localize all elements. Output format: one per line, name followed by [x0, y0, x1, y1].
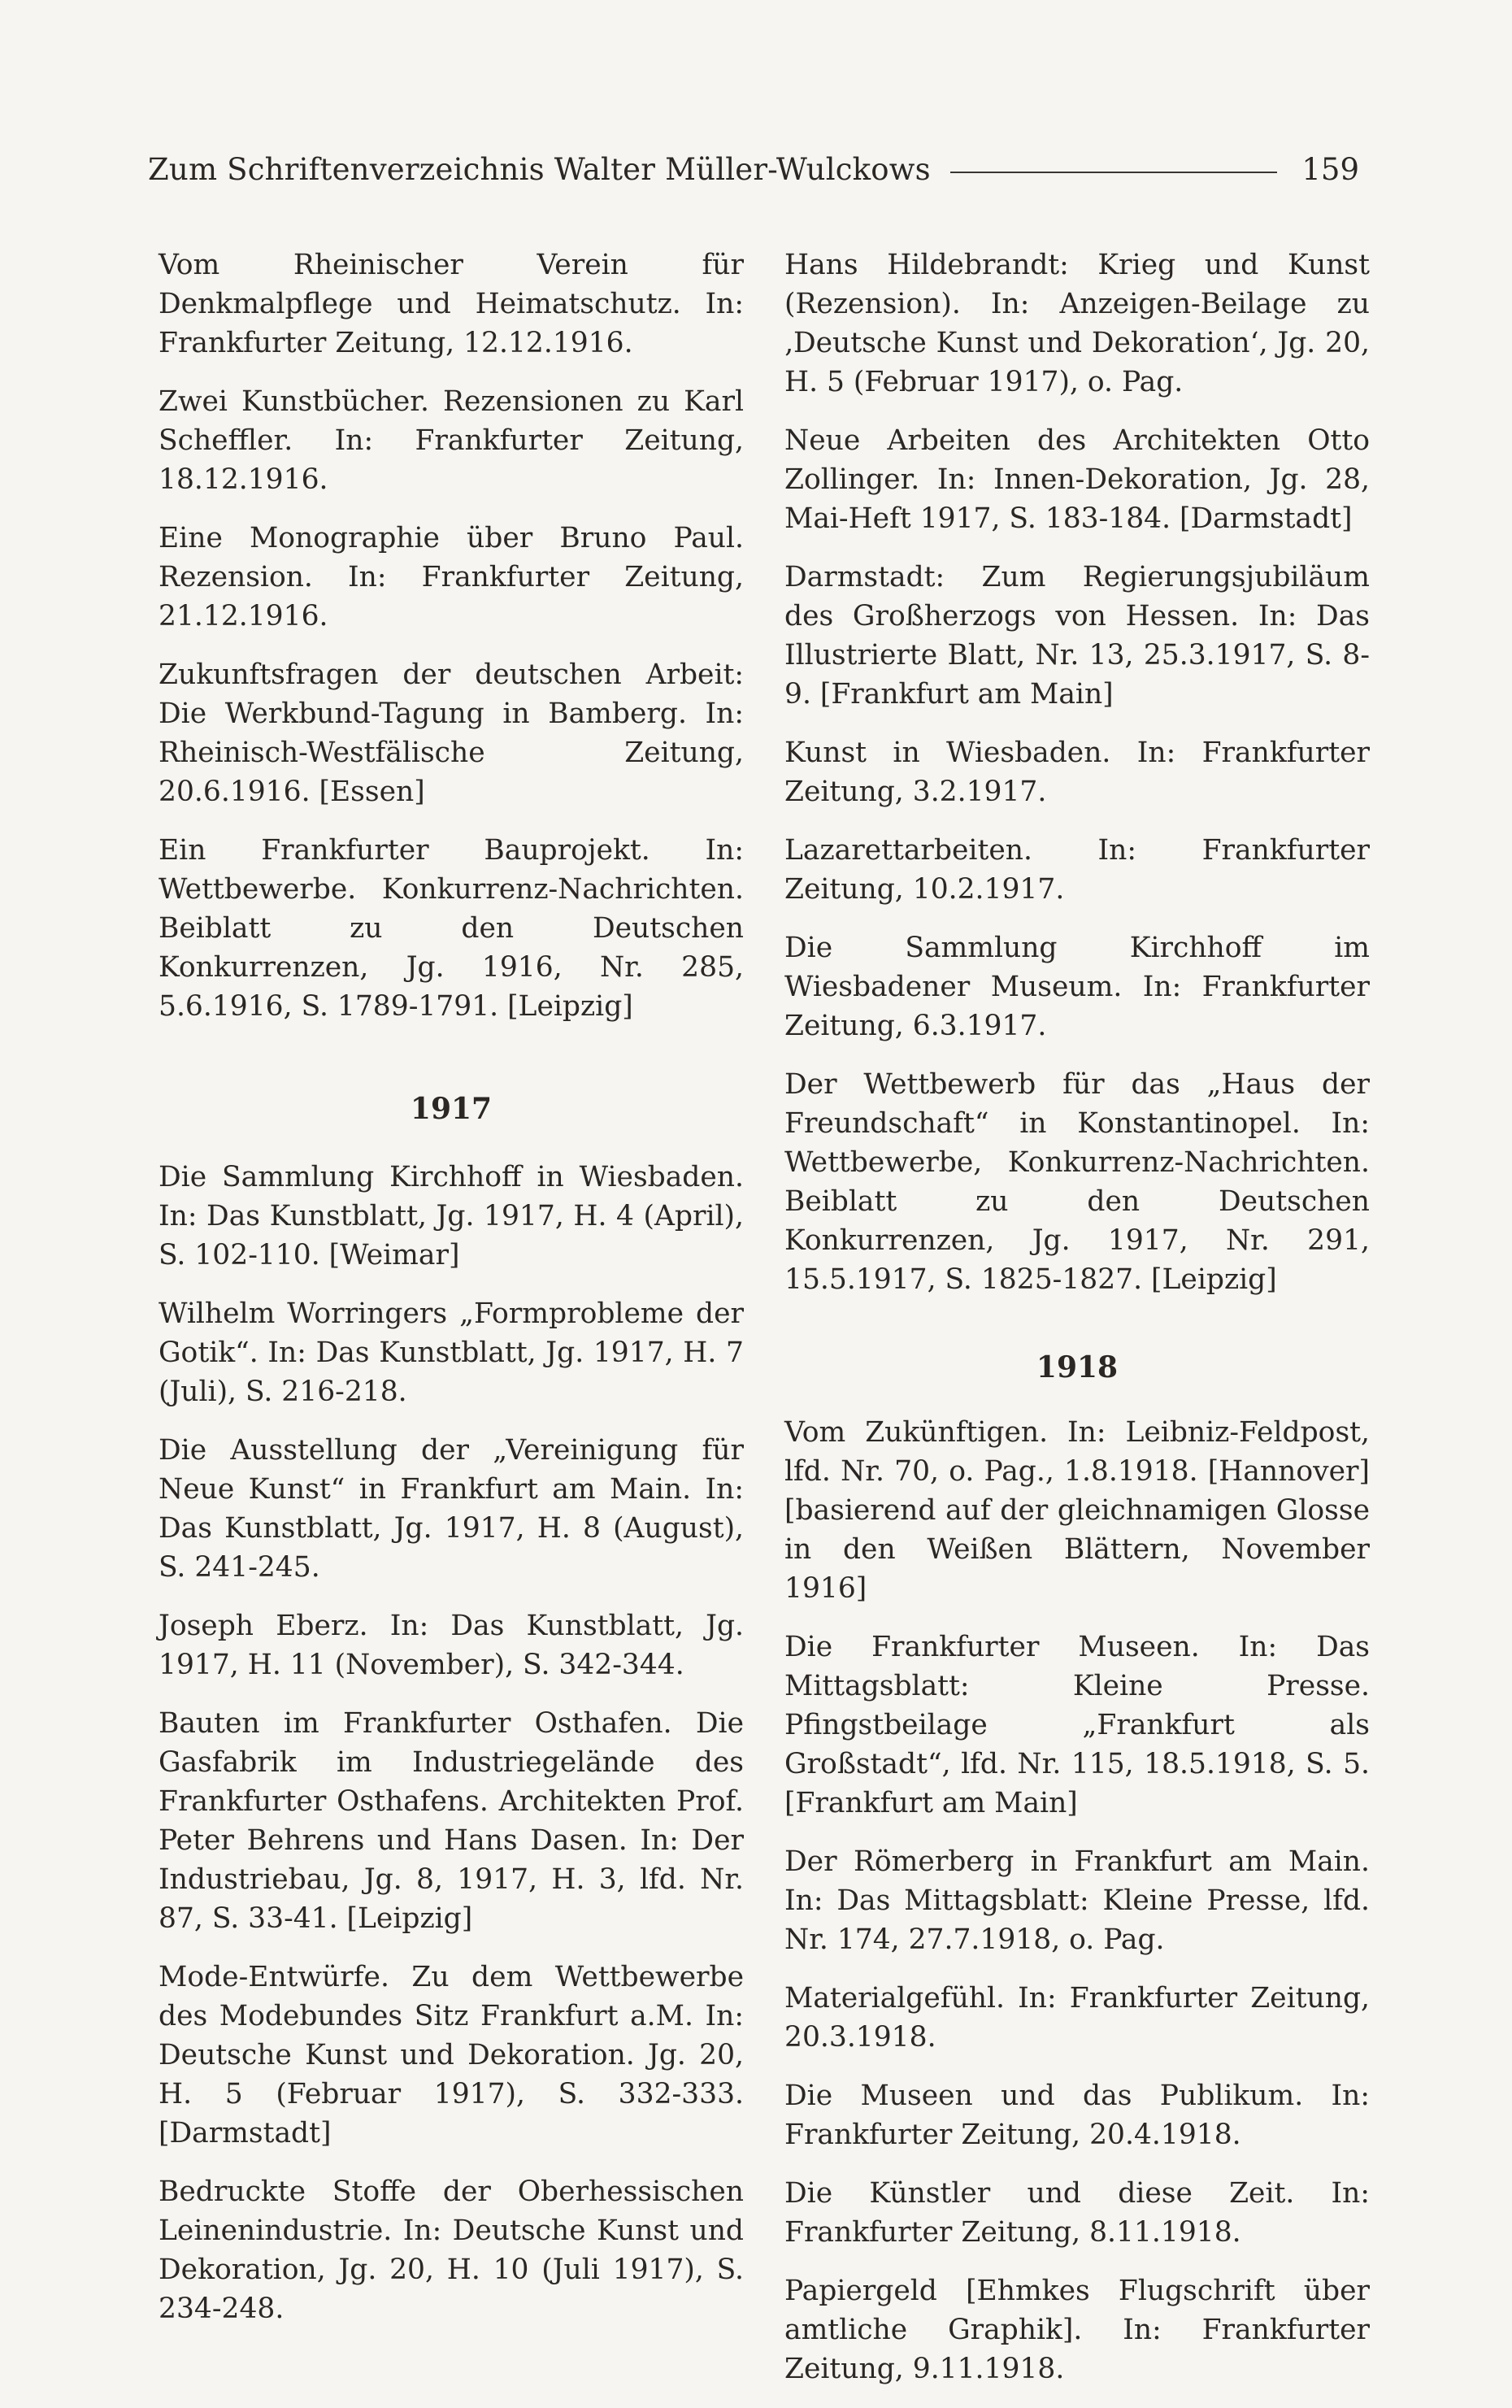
right-column	[784, 246, 1370, 2408]
left-column	[159, 246, 744, 2348]
bibliography-entry: Der Römerberg in Frankfurt am Main. In: Das Mittagsblatt: Kleine Presse, lfd. Nr. 174, 27.7.1918, o. Pag.	[784, 1845, 1370, 1956]
bibliography-entry: Die Ausstellung der „Vereinigung für Neue Kunst“ in Frankfurt am Main. In: Das Kunstblatt, Jg. 1917, H. 8 (August), S. 241-245.	[159, 1434, 744, 1584]
bibliography-entry: Materialgefühl. In: Frankfurter Zeitung, 20.3.1918.	[784, 1982, 1370, 2054]
bibliography-entry: Die Künstler und diese Zeit. In: Frankfurter Zeitung, 8.11.1918.	[784, 2177, 1370, 2249]
running-header	[148, 145, 1359, 193]
bibliography-entry: Papiergeld [Ehmkes Flugschrift über amtliche Graphik]. In: Frankfurter Zeitung, 9.11.1918.	[784, 2275, 1370, 2385]
bibliography-entry: Mode-Entwürfe. Zu dem Wettbewerbe des Modebundes Sitz Frankfurt a.M. In: Deutsche Kunst und Dekoration. Jg. 20, H. 5 (Februar 1917), S. 332-333. [Darmstadt]	[159, 1961, 744, 2149]
bibliography-entry: Darmstadt: Zum Regierungsjubiläum des Großherzogs von Hessen. In: Das Illustrierte Blatt, Nr. 13, 25.3.1917, S. 8-9. [Frankfurt am Main]	[784, 561, 1370, 711]
page-number: 159	[1301, 151, 1359, 187]
bibliography-entry: Zwei Kunstbücher. Rezensionen zu Karl Scheffler. In: Frankfurter Zeitung, 18.12.1916.	[159, 385, 744, 496]
bibliography-entry: Wilhelm Worringers „Formprobleme der Gotik“. In: Das Kunstblatt, Jg. 1917, H. 7 (Juli), S. 216-218.	[159, 1297, 744, 1408]
bibliography-entry: Die Sammlung Kirchhoff im Wiesbadener Museum. In: Frankfurter Zeitung, 6.3.1917.	[784, 932, 1370, 1042]
bibliography-entry: Die Frankfurter Museen. In: Das Mittagsblatt: Kleine Presse. Pfingstbeilage „Frankfurt als Großstadt“, lfd. Nr. 115, 18.5.1918, S. 5. [Frankfurt am Main]	[784, 1631, 1370, 1819]
year-heading-1918: 1918	[1036, 1350, 1119, 1384]
bibliography-entry: Vom Zukünftigen. In: Leibniz-Feldpost, lfd. Nr. 70, o. Pag., 1.8.1918. [Hannover] [basierend auf der gleichnamigen Glosse in den Weißen Blättern, November 1916]	[784, 1416, 1370, 1605]
bibliography-entry: Der Wettbewerb für das „Haus der Freundschaft“ in Konstantinopel. In: Wettbewerbe, Konkurrenz-Nachrichten. Beiblatt zu den Deutschen Konkurrenzen, Jg. 1917, Nr. 291, 15.5.1917, S. 1825-1827. [Leipzig]	[784, 1068, 1370, 1296]
bibliography-entry: Vom Rheinischer Verein für Denkmalpflege und Heimatschutz. In: Frankfurter Zeitung, 12.12.1916.	[159, 249, 744, 359]
bibliography-entry: Neue Arbeiten des Architekten Otto Zollinger. In: Innen-Dekoration, Jg. 28, Mai-Heft 1917, S. 183-184. [Darmstadt]	[784, 424, 1370, 535]
bibliography-entry: Hans Hildebrandt: Krieg und Kunst (Rezension). In: Anzeigen-Beilage zu ‚Deutsche Kunst und Dekoration‘, Jg. 20, H. 5 (Februar 1917), o. Pag.	[784, 249, 1370, 398]
bibliography-entry: Die Museen und das Publikum. In: Frankfurter Zeitung, 20.4.1918.	[784, 2080, 1370, 2151]
bibliography-entry: Bedruckte Stoffe der Oberhessischen Leinenindustrie. In: Deutsche Kunst und Dekoration, Jg. 20, H. 10 (Juli 1917), S. 234-248.	[159, 2175, 744, 2325]
header-rule	[950, 172, 1278, 173]
year-heading-1917: 1917	[410, 1092, 493, 1126]
bibliography-entry: Joseph Eberz. In: Das Kunstblatt, Jg. 1917, H. 11 (November), S. 342-344.	[159, 1610, 744, 1681]
bibliography-entry: Eine Monographie über Bruno Paul. Rezension. In: Frankfurter Zeitung, 21.12.1916.	[159, 522, 744, 632]
bibliography-entry: Ein Frankfurter Bauprojekt. In: Wettbewerbe. Konkurrenz-Nachrichten. Beiblatt zu den Deutschen Konkurrenzen, Jg. 1916, Nr. 285, 5.6.1916, S. 1789-1791. [Leipzig]	[159, 834, 744, 1023]
bibliography-entry: Lazarettarbeiten. In: Frankfurter Zeitung, 10.2.1917.	[784, 834, 1370, 906]
bibliography-entry: Kunst in Wiesbaden. In: Frankfurter Zeitung, 3.2.1917.	[784, 737, 1370, 808]
bibliography-entry: Zukunftsfragen der deutschen Arbeit: Die Werkbund-Tagung in Bamberg. In: Rheinisch-Westfälische Zeitung, 20.6.1916. [Essen]	[159, 659, 744, 808]
bibliography-entry: Die Sammlung Kirchhoff in Wiesbaden. In: Das Kunstblatt, Jg. 1917, H. 4 (April), S. 102-110. [Weimar]	[159, 1161, 744, 1271]
running-title: Zum Schriftenverzeichnis Walter Müller-Wulckows	[148, 151, 931, 187]
bibliography-entry: Bauten im Frankfurter Osthafen. Die Gasfabrik im Industriegelände des Frankfurter Osthafens. Architekten Prof. Peter Behrens und Hans Dasen. In: Der Industriebau, Jg. 8, 1917, H. 3, lfd. Nr. 87, S. 33-41. [Leipzig]	[159, 1707, 744, 1935]
